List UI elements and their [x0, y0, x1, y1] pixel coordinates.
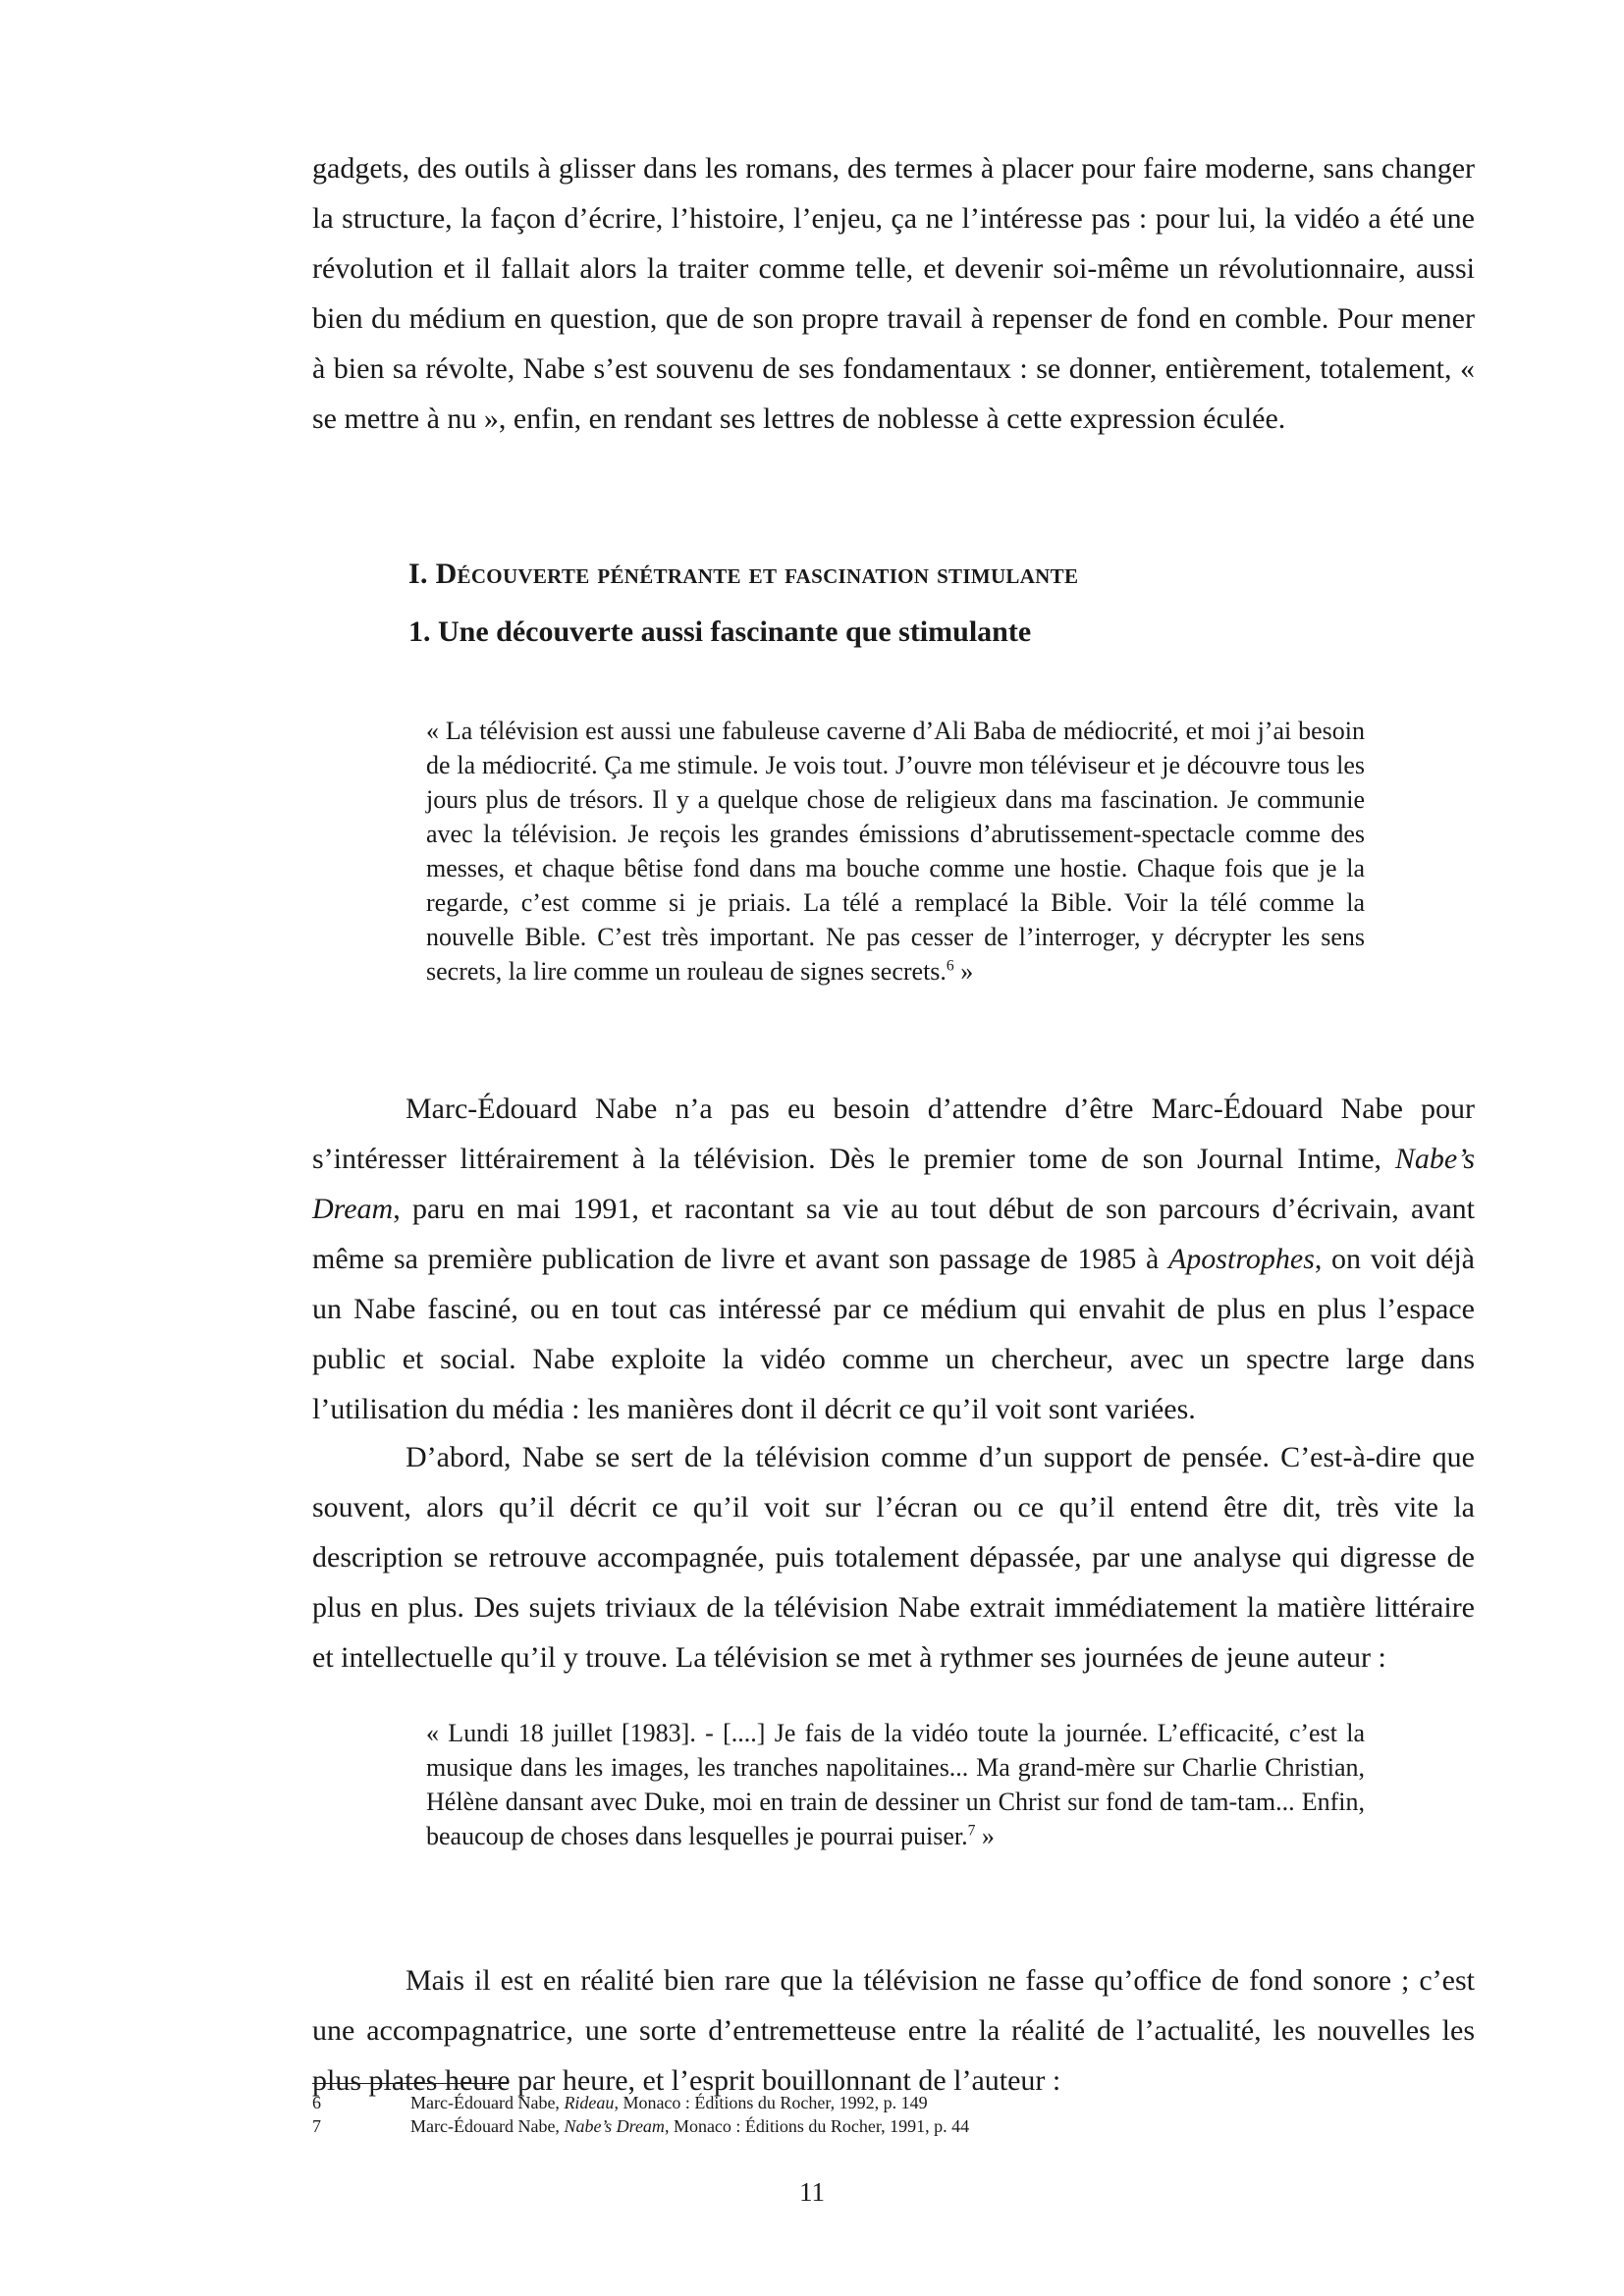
footnote-7	[312, 2115, 969, 2137]
footnote-ref-7[interactable]: 7	[967, 1822, 976, 1840]
footnote-text: , Monaco : Éditions du Rocher, 1992, p. 149	[614, 2093, 928, 2112]
footnote-6	[312, 2092, 928, 2113]
footnote-text: , Monaco : Éditions du Rocher, 1991, p. 44	[664, 2116, 970, 2136]
page-number: 11	[799, 2177, 825, 2207]
quote-close: »	[953, 957, 974, 986]
footnote-text: Marc-Édouard Nabe,	[410, 2116, 565, 2136]
paragraph-intro: gadgets, des outils à glisser dans les romans, des termes à placer pour faire moderne, sans changer la structure, la façon d’écrire, l’histoire, l’enjeu, ça ne l’intéresse pas : pour lui, la vidéo a été une révolution et il fallait alors la traiter comme telle, et devenir soi-même un révolutionnaire, aussi bien du médium en question, que de son propre travail à repenser de fond en comble. Pour mener à bien sa révolte, Nabe s’est souvenu de ses fondamentaux : se donner, entièrement, totalement, « se mettre à nu », enfin, en rendant ses lettres de noblesse à cette expression éculée.	[312, 152, 1475, 435]
footnote-title: Nabe’s Dream	[564, 2116, 665, 2136]
footnote-ref-6[interactable]: 6	[946, 957, 954, 975]
block-quote-1	[426, 714, 1365, 988]
quote-close: »	[975, 1822, 995, 1850]
footnote-separator	[312, 2083, 509, 2084]
footnote-number: 6	[312, 2093, 321, 2112]
quote-text: « Lundi 18 juillet [1983]. - [....] Je fais de la vidéo toute la journée. L’efficacité, c’est la musique dans les images, les tranches napolitaines... Ma grand-mère sur Charlie Christian, Hélène dansant avec Duke, moi en train de dessiner un Christ sur fond de tam-tam... Enfin, beaucoup de choses dans lesquelles je pourrai puiser.	[426, 1719, 1365, 1850]
book-title: Nabe’s Dream	[312, 1143, 1475, 1225]
paragraph-support-de-pensee: D’abord, Nabe se sert de la télévision comme d’un support de pensée. C’est-à-dire que souvent, alors qu’il décrit ce qu’il voit sur l’écran ou ce qu’il entend être dit, très vite la description se retrouve accompagnée, puis totalement dépassée, par une analyse qui digresse de plus en plus. Des sujets triviaux de la télévision Nabe extrait immédiatement la matière littéraire et intellectuelle qu’il y trouve. La télévision se met à rythmer ses journées de jeune auteur :	[312, 1441, 1475, 1674]
section-heading: I. Découverte pénétrante et fascination stimulante	[408, 558, 1079, 590]
footnote-text: Marc-Édouard Nabe,	[410, 2093, 565, 2112]
paragraph-fond-sonore: Mais il est en réalité bien rare que la télévision ne fasse qu’office de fond sonore ; c’est une accompagnatrice, une sorte d’entremetteuse entre la réalité de l’actualité, les nouvelles les plus plates heure par heure, et l’esprit bouillonnant de l’auteur :	[312, 1964, 1475, 2097]
show-title: Apostrophes	[1167, 1243, 1315, 1275]
footnote-number: 7	[312, 2116, 321, 2136]
paragraph-text: , on voit déjà un Nabe fasciné, ou en tout cas intéressé par ce médium qui envahit de plus en plus l’espace public et social. Nabe exploite la vidéo comme un chercheur, avec un spectre large dans l’utilisation du média : les manières dont il décrit ce qu’il voit sont variées.	[312, 1243, 1475, 1425]
block-quote-2	[426, 1716, 1365, 1853]
paragraph-text: , paru en mai 1991, et racontant sa vie au tout début de son parcours d’écrivain, avant même sa première publication de livre et avant son passage de 1985 à	[312, 1193, 1475, 1275]
paragraph-text: Marc-Édouard Nabe n’a pas eu besoin d’attendre d’être Marc-Édouard Nabe pour s’intéresser littérairement à la télévision. Dès le premier tome de son Journal Intime,	[312, 1093, 1475, 1175]
paragraph-nabes-dream	[312, 1084, 1475, 1434]
footnote-title: Rideau	[564, 2093, 615, 2112]
quote-text: « La télévision est aussi une fabuleuse caverne d’Ali Baba de médiocrité, et moi j’ai besoin de la médiocrité. Ça me stimule. Je vois tout. J’ouvre mon téléviseur et je découvre tous les jours plus de trésors. Il y a quelque chose de religieux dans ma fascination. Je communie avec la télévision. Je reçois les grandes émissions d’abrutissement-spectacle comme des messes, et chaque bêtise fond dans ma bouche comme une hostie. Chaque fois que je la regarde, c’est comme si je priais. La télé a remplacé la Bible. Voir la télé comme la nouvelle Bible. C’est très important. Ne pas cesser de l’interroger, y décrypter les sens secrets, la lire comme un rouleau de signes secrets.	[426, 717, 1365, 986]
subsection-heading: 1. Une découverte aussi fascinante que stimulante	[408, 615, 1032, 648]
